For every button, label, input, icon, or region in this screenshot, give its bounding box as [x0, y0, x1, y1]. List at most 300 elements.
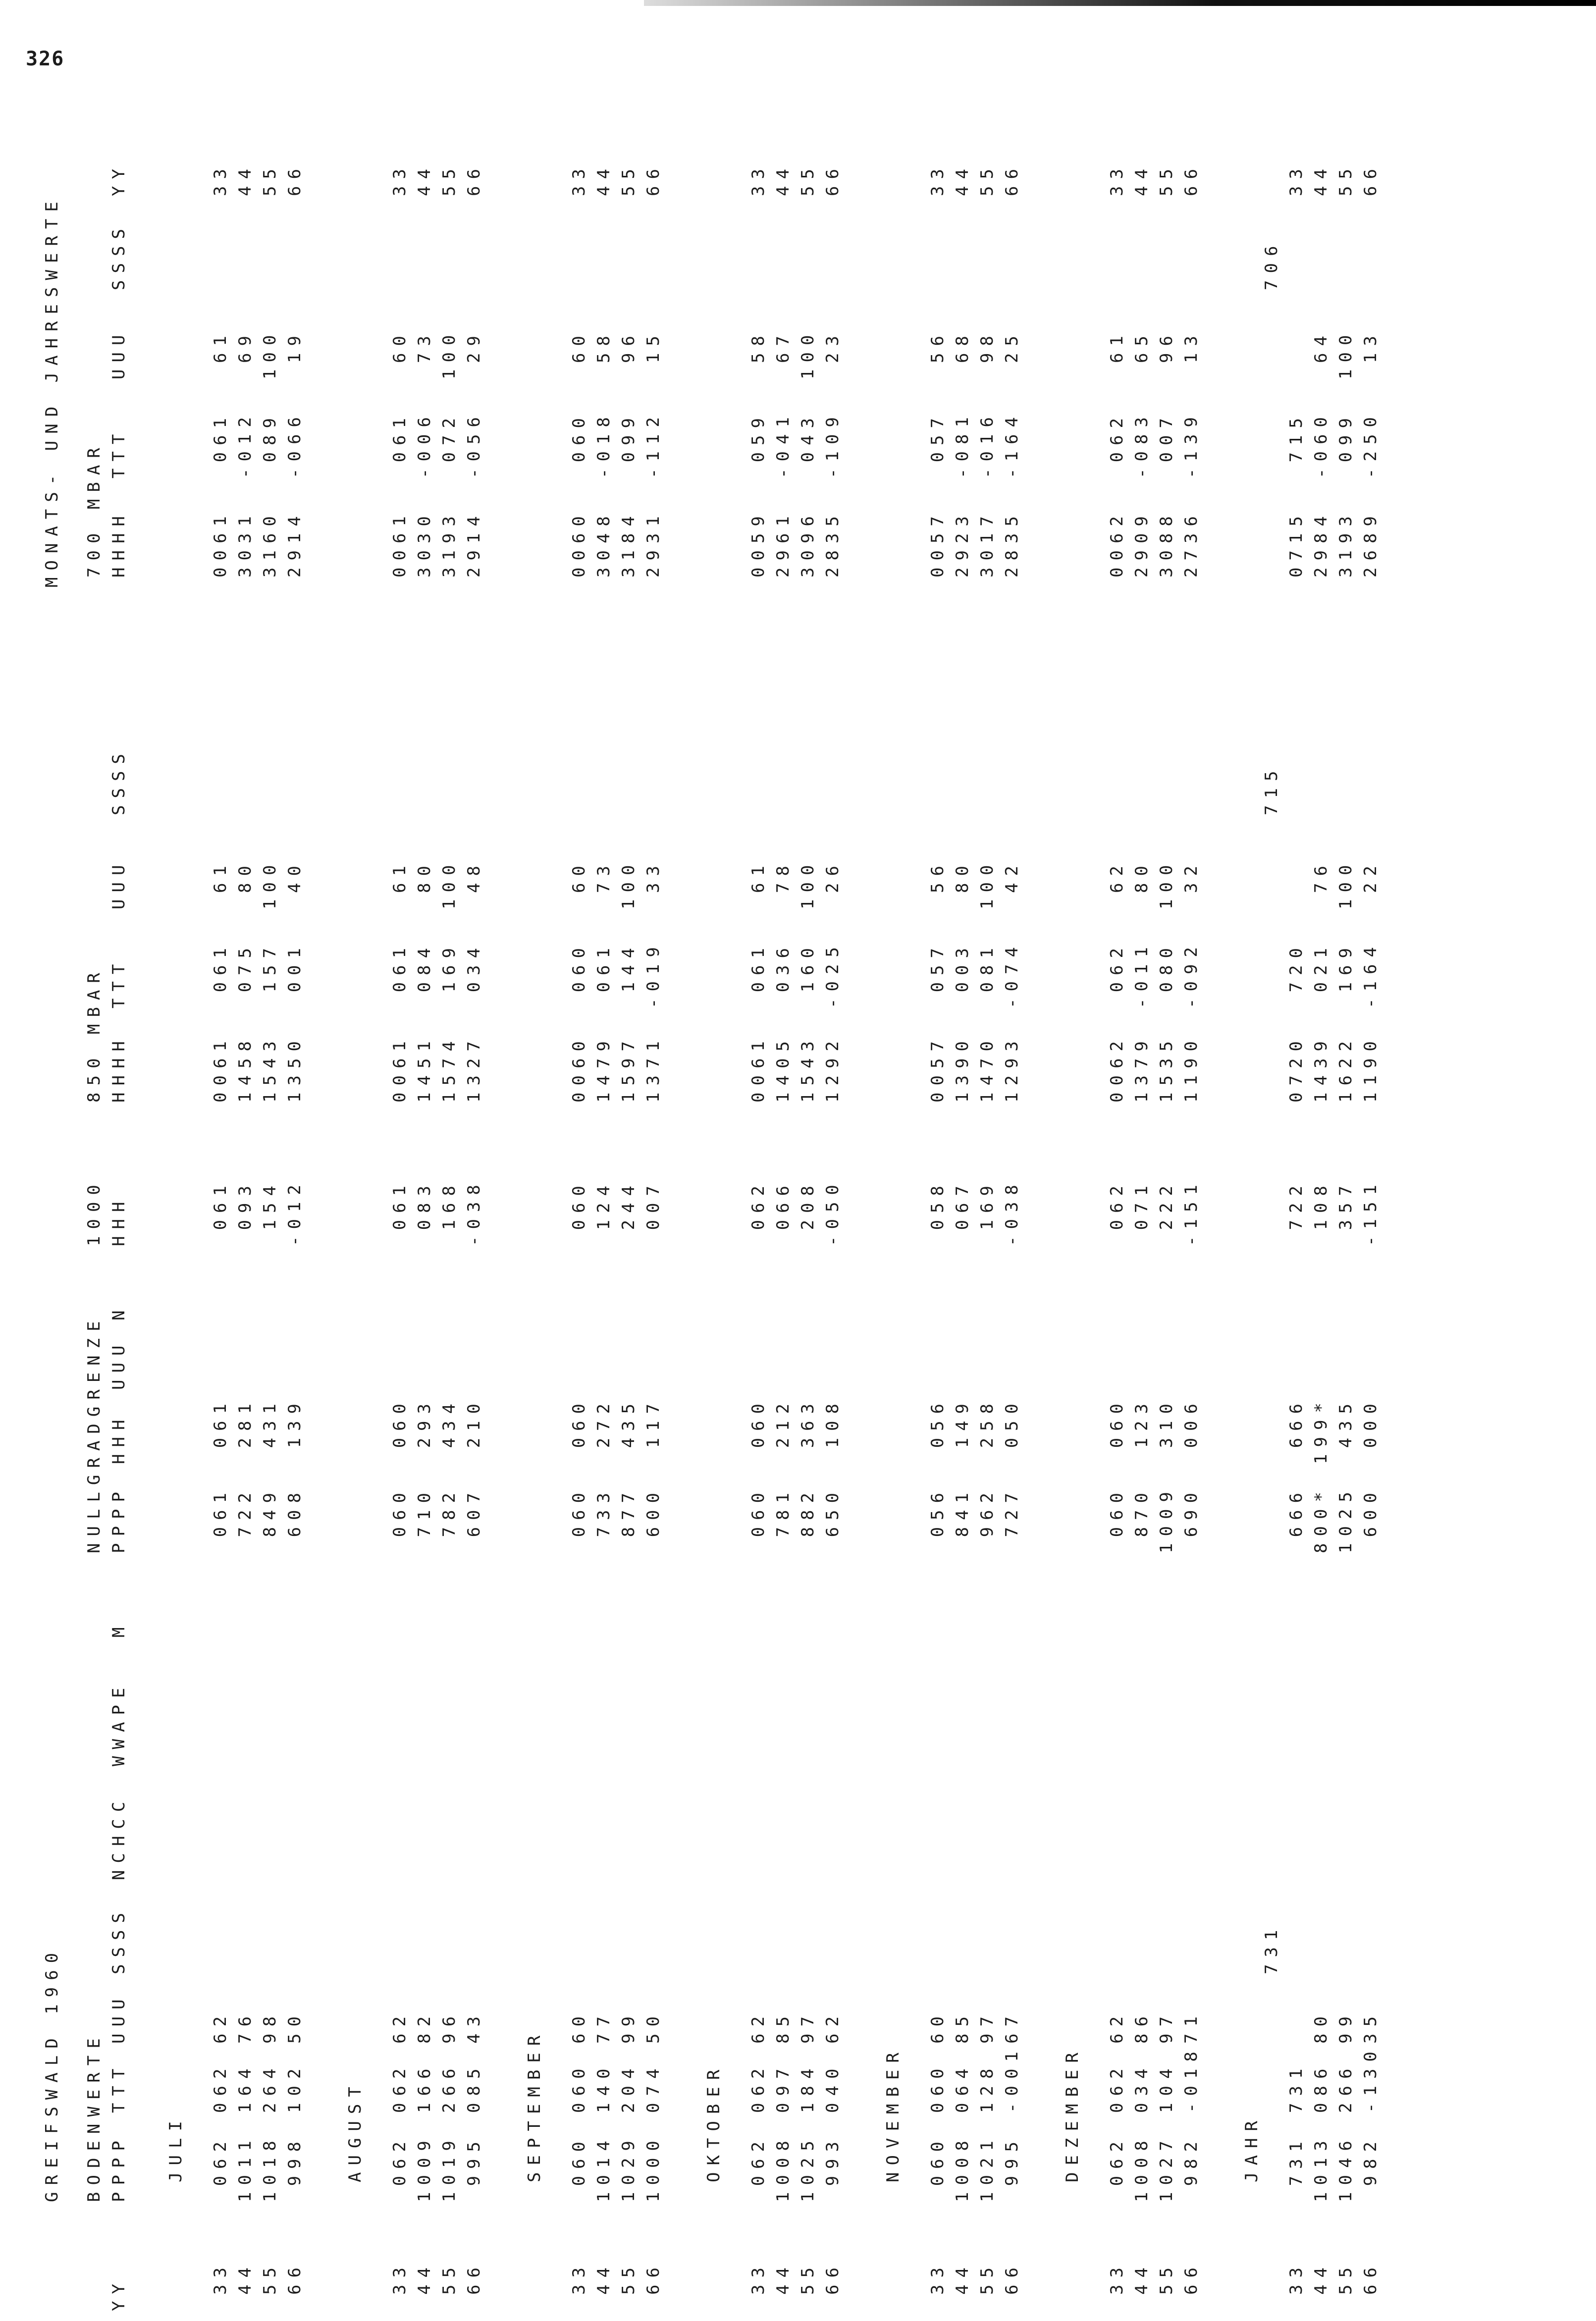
cell-h700: 0715 — [1286, 509, 1306, 578]
cell-h700: 2835 — [823, 509, 843, 578]
table-row — [950, 92, 975, 2321]
cell-pppp: 062 — [390, 2135, 410, 2186]
cell-yy2: 55 — [977, 162, 997, 196]
cell-yy: 33 — [569, 2261, 589, 2295]
cell-t850: 001 — [285, 941, 305, 993]
cell-h1000: -012 — [285, 1178, 305, 1246]
cell-u700: 58 — [748, 329, 768, 363]
cell-npppp: 870 — [1132, 1486, 1152, 1537]
cell-t700: 059 — [748, 411, 768, 463]
cell-h1000: -038 — [1002, 1178, 1022, 1246]
cell-h1000: 062 — [748, 1179, 768, 1230]
cell-t700: 072 — [439, 411, 459, 463]
cell-uuu: 76 — [235, 2009, 255, 2044]
cell-pppp: 1027 — [1157, 2134, 1176, 2202]
cell-uuu: 60 — [928, 2009, 948, 2044]
cell-npppp: 650 — [823, 1486, 843, 1537]
cell-uuu: 71 — [1181, 2009, 1201, 2044]
col-ttt-700: TTT — [109, 427, 129, 478]
cell-nhhh: 060 — [390, 1397, 410, 1448]
col-ttt-850: TTT — [109, 957, 129, 1008]
cell-nhhh: 310 — [1157, 1397, 1176, 1448]
cell-yy: 66 — [823, 2261, 843, 2295]
cell-npppp: 781 — [773, 1486, 793, 1537]
cell-t700: -012 — [235, 410, 255, 478]
cell-nhhh: 060 — [569, 1397, 589, 1448]
null-title: NULLGRADGRENZE — [84, 1314, 104, 1553]
cell-h700: 2689 — [1361, 509, 1381, 578]
cell-yy2: 55 — [619, 162, 638, 196]
cell-t700: -006 — [415, 410, 434, 478]
cell-yy2: 55 — [439, 162, 459, 196]
cell-nhhh: 060 — [1107, 1397, 1127, 1448]
cell-h1000: 058 — [928, 1179, 948, 1230]
cell-h700: 2914 — [285, 509, 305, 578]
cell-t700: -139 — [1181, 410, 1201, 478]
cell-u700: 73 — [415, 329, 434, 363]
cell-uuu: 99 — [619, 2009, 638, 2044]
cell-h850: 1292 — [823, 1034, 843, 1103]
cell-h850: 1535 — [1157, 1034, 1176, 1103]
table-row — [796, 92, 820, 2321]
col-n-null: N — [109, 1303, 129, 1320]
cell-pppp: 998 — [285, 2135, 305, 2186]
cell-pppp: 1000 — [643, 2134, 663, 2202]
cell-h700: 0059 — [748, 509, 768, 578]
cell-npppp: 877 — [619, 1486, 638, 1537]
table-row — [1000, 92, 1024, 2321]
cell-h700: 0062 — [1107, 509, 1127, 578]
cell-h1000: -050 — [823, 1178, 843, 1246]
table-row — [1179, 92, 1204, 2321]
cell-u700: 64 — [1311, 329, 1331, 363]
station-header: GREIFSWALD 1960 — [42, 1946, 62, 2202]
cell-pppp: 1011 — [235, 2134, 255, 2202]
cell-h1000: 083 — [415, 1179, 434, 1230]
cell-u700: 13 — [1361, 329, 1381, 363]
cell-t700: 715 — [1286, 411, 1306, 463]
cell-uuu: 85 — [773, 2009, 793, 2044]
cell-uuu: 62 — [390, 2009, 410, 2044]
cell-nhhh: 435 — [619, 1397, 638, 1448]
table-row — [746, 92, 771, 2321]
cell-yy2: 66 — [1361, 162, 1381, 196]
cell-ttt: -018 — [1181, 2045, 1201, 2113]
cell-t700: -081 — [953, 410, 972, 478]
cell-h850: 1379 — [1132, 1034, 1152, 1103]
table-row — [771, 92, 796, 2321]
cell-h700: 3030 — [415, 509, 434, 578]
cell-u850: 22 — [1361, 859, 1381, 893]
cell-t700: -066 — [285, 410, 305, 478]
cell-h850: 0057 — [928, 1034, 948, 1103]
cell-nhhh: 434 — [439, 1397, 459, 1448]
cell-yy: 55 — [260, 2261, 280, 2295]
cell-h700: 3031 — [235, 509, 255, 578]
cell-h1000: 067 — [953, 1179, 972, 1230]
cell-nhhh: 149 — [953, 1397, 972, 1448]
cell-t850: 157 — [260, 941, 280, 993]
cell-h700: 3193 — [1336, 509, 1356, 578]
cell-ttt: 062 — [1107, 2061, 1127, 2113]
cell-h1000: 061 — [390, 1179, 410, 1230]
col-hhhh-700: HHHH — [109, 509, 129, 578]
cell-uuu: 62 — [823, 2009, 843, 2044]
cell-pppp: 1008 — [953, 2134, 972, 2202]
cell-t850: 061 — [594, 941, 614, 993]
cell-yy2: 44 — [1311, 162, 1331, 196]
cell-t850: -025 — [823, 940, 843, 1008]
cell-npppp: 607 — [464, 1486, 484, 1537]
cell-pppp: 1025 — [798, 2134, 818, 2202]
rotated-data-sheet — [0, 92, 1596, 2321]
table-row — [1105, 92, 1129, 2321]
cell-yy: 33 — [390, 2261, 410, 2295]
cell-yy: 55 — [619, 2261, 638, 2295]
cell-npppp: 600 — [643, 1486, 663, 1537]
cell-u700: 56 — [928, 329, 948, 363]
t1000-title: 1000 — [84, 1178, 104, 1246]
cell-u700: 13 — [1181, 329, 1201, 363]
block-label: OKTOBER — [704, 2062, 724, 2182]
cell-u700: 25 — [1002, 329, 1022, 363]
cell-yy2: 44 — [415, 162, 434, 196]
cell-ttt: 060 — [569, 2061, 589, 2113]
cell-npppp: 849 — [260, 1486, 280, 1537]
cell-yy2: 44 — [1132, 162, 1152, 196]
cell-ttt: 062 — [211, 2061, 230, 2113]
col-ssss-boden: SSSS — [109, 1906, 129, 1974]
cell-t700: 062 — [1107, 411, 1127, 463]
cell-yy: 44 — [1311, 2261, 1331, 2295]
cell-yy: 55 — [798, 2261, 818, 2295]
cell-u700: 60 — [569, 329, 589, 363]
cell-h700: 3184 — [619, 509, 638, 578]
cell-yy: 44 — [1132, 2261, 1152, 2295]
cell-uuu: 86 — [1132, 2009, 1152, 2044]
cell-yy2: 33 — [569, 162, 589, 196]
cell-u850: 26 — [823, 859, 843, 893]
cell-ttt: 034 — [1132, 2061, 1152, 2113]
cell-uuu: 50 — [285, 2009, 305, 2044]
cell-t850: 061 — [390, 941, 410, 993]
table-row — [616, 92, 641, 2321]
cell-pppp: 062 — [211, 2135, 230, 2186]
cell-h850: 1470 — [977, 1034, 997, 1103]
cell-yy: 66 — [1361, 2261, 1381, 2295]
cell-npppp: 1009 — [1157, 1485, 1176, 1553]
cell-npppp: 060 — [390, 1486, 410, 1537]
cell-ttt: 266 — [439, 2061, 459, 2113]
cell-uuu: 96 — [439, 2009, 459, 2044]
table-row — [820, 92, 845, 2321]
cell-h700: 3096 — [798, 509, 818, 578]
cell-nhhh: 210 — [464, 1397, 484, 1448]
cell-u700: 58 — [594, 329, 614, 363]
cell-h850: 0720 — [1286, 1034, 1306, 1103]
cell-h850: 1543 — [260, 1034, 280, 1103]
cell-npppp: 962 — [977, 1486, 997, 1537]
cell-u850: 100 — [1157, 858, 1176, 909]
cell-ttt: 097 — [773, 2061, 793, 2113]
cell-h850: 0061 — [748, 1034, 768, 1103]
col-hhhh-850: HHHH — [109, 1034, 129, 1103]
cell-h850: 1405 — [773, 1034, 793, 1103]
cell-t850: 060 — [569, 941, 589, 993]
cell-t850: 061 — [748, 941, 768, 993]
cell-ttt: 731 — [1286, 2061, 1306, 2113]
cell-nhhh: 050 — [1002, 1397, 1022, 1448]
cell-h700: 2923 — [953, 509, 972, 578]
cell-ttt: 062 — [748, 2061, 768, 2113]
ssss-value: 715 — [1262, 764, 1281, 815]
cell-uuu: 97 — [1157, 2009, 1176, 2044]
cell-uuu: 99 — [1336, 2009, 1356, 2044]
cell-npppp: 666 — [1286, 1486, 1306, 1537]
cell-yy: 44 — [235, 2261, 255, 2295]
cell-u850: 80 — [953, 859, 972, 893]
table-title: MONATS- UND JAHRESWERTE — [42, 195, 62, 587]
cell-pppp: 1046 — [1336, 2134, 1356, 2202]
cell-t850: -011 — [1132, 940, 1152, 1008]
cell-h1000: -038 — [464, 1178, 484, 1246]
block-label: SEPTEMBER — [525, 2028, 544, 2182]
cell-nhhh: 281 — [235, 1397, 255, 1448]
cell-uuu: 85 — [953, 2009, 972, 2044]
cell-h850: 1371 — [643, 1034, 663, 1103]
cell-ttt: -130 — [1361, 2045, 1381, 2113]
cell-ttt: 102 — [285, 2061, 305, 2113]
cell-h700: 2736 — [1181, 509, 1201, 578]
cell-yy: 44 — [773, 2261, 793, 2295]
cell-u850: 80 — [1132, 859, 1152, 893]
cell-nhhh: 293 — [415, 1397, 434, 1448]
cell-t850: 720 — [1286, 941, 1306, 993]
table-row — [975, 92, 1000, 2321]
col-ttt-boden: TTT — [109, 2061, 129, 2113]
col-yy-left: YY — [109, 2277, 129, 2311]
col-ssss-850: SSSS — [109, 747, 129, 815]
cell-yy2: 33 — [928, 162, 948, 196]
cell-yy: 44 — [415, 2261, 434, 2295]
cell-h850: 1390 — [953, 1034, 972, 1103]
cell-u850: 100 — [977, 858, 997, 909]
cell-uuu: 62 — [748, 2009, 768, 2044]
cell-pppp: 731 — [1286, 2135, 1306, 2186]
cell-u700: 67 — [773, 329, 793, 363]
cell-u850: 100 — [1336, 858, 1356, 909]
cell-t700: -060 — [1311, 410, 1331, 478]
cell-t700: -041 — [773, 410, 793, 478]
col-wwape: WWAPE — [109, 1681, 129, 1766]
cell-yy2: 66 — [464, 162, 484, 196]
cell-t850: 003 — [953, 941, 972, 993]
table-row — [591, 92, 616, 2321]
table-row — [567, 92, 591, 2321]
cell-h700: 3160 — [260, 509, 280, 578]
cell-pppp: 982 — [1361, 2135, 1381, 2186]
cell-npppp: 1025 — [1336, 1485, 1356, 1553]
cell-t700: -018 — [594, 410, 614, 478]
cell-h700: 2909 — [1132, 509, 1152, 578]
cell-h700: 2984 — [1311, 509, 1331, 578]
cell-h850: 1327 — [464, 1034, 484, 1103]
col-uuu-boden: UUU — [109, 1992, 129, 2044]
cell-h700: 3193 — [439, 509, 459, 578]
col-uuu-null: UUU — [109, 1338, 129, 1390]
cell-h1000: 060 — [569, 1179, 589, 1230]
cell-npppp: 060 — [569, 1486, 589, 1537]
cell-u850: 100 — [798, 858, 818, 909]
block-label: DEZEMBER — [1063, 2046, 1082, 2182]
cell-h850: 1350 — [285, 1034, 305, 1103]
cell-pppp: 995 — [464, 2135, 484, 2186]
cell-u850: 62 — [1107, 859, 1127, 893]
cell-uuu: 97 — [977, 2009, 997, 2044]
cell-yy: 55 — [977, 2261, 997, 2295]
cell-h700: 0061 — [390, 509, 410, 578]
cell-u850: 76 — [1311, 859, 1331, 893]
cell-ttt: 060 — [928, 2061, 948, 2113]
cell-yy: 44 — [953, 2261, 972, 2295]
cell-npppp: 608 — [285, 1486, 305, 1537]
cell-ttt: 086 — [1311, 2061, 1331, 2113]
cell-t700: 061 — [211, 411, 230, 463]
cell-pppp: 995 — [1002, 2135, 1022, 2186]
cell-nhhh: 123 — [1132, 1397, 1152, 1448]
cell-t700: 099 — [1336, 411, 1356, 463]
cell-t850: -019 — [643, 940, 663, 1008]
cell-yy: 33 — [928, 2261, 948, 2295]
cell-nhhh: 056 — [928, 1397, 948, 1448]
cell-nhhh: 363 — [798, 1397, 818, 1448]
cell-yy2: 33 — [390, 162, 410, 196]
cell-uuu: 62 — [211, 2009, 230, 2044]
cell-t850: 036 — [773, 941, 793, 993]
cell-t850: 144 — [619, 941, 638, 993]
cell-t700: 007 — [1157, 411, 1176, 463]
cell-t700: 043 — [798, 411, 818, 463]
cell-npppp: 800* — [1311, 1485, 1331, 1553]
cell-t850: 021 — [1311, 941, 1331, 993]
t850-title: 850 MBAR — [84, 966, 104, 1103]
cell-pppp: 1013 — [1311, 2134, 1331, 2202]
cell-u850: 78 — [773, 859, 793, 893]
cell-u700: 68 — [953, 329, 972, 363]
cell-h850: 1439 — [1311, 1034, 1331, 1103]
cell-npppp: 882 — [798, 1486, 818, 1537]
cell-h1000: 007 — [643, 1179, 663, 1230]
table-row — [412, 92, 437, 2321]
cell-npppp: 061 — [211, 1486, 230, 1537]
cell-h850: 1574 — [439, 1034, 459, 1103]
cell-h700: 0060 — [569, 509, 589, 578]
cell-u700: 19 — [285, 329, 305, 363]
cell-yy2: 44 — [594, 162, 614, 196]
cell-uuu: 77 — [594, 2009, 614, 2044]
cell-t850: 080 — [1157, 941, 1176, 993]
cell-u850: 80 — [235, 859, 255, 893]
cell-h850: 1451 — [415, 1034, 434, 1103]
page-number: 326 — [26, 48, 65, 70]
cell-t850: -092 — [1181, 940, 1201, 1008]
cell-npppp: 841 — [953, 1486, 972, 1537]
cell-t700: 057 — [928, 411, 948, 463]
cell-t850: 169 — [1336, 941, 1356, 993]
table-row — [233, 92, 258, 2321]
cell-nhhh: 006 — [1181, 1397, 1201, 1448]
cell-yy: 66 — [1002, 2261, 1022, 2295]
cell-u700: 61 — [1107, 329, 1127, 363]
cell-u850: 56 — [928, 859, 948, 893]
cell-h1000: 154 — [260, 1179, 280, 1230]
cell-h1000: 357 — [1336, 1179, 1356, 1230]
cell-t700: -109 — [823, 410, 843, 478]
cell-nhhh: 199* — [1311, 1396, 1331, 1464]
cell-pppp: 1008 — [1132, 2134, 1152, 2202]
cell-u850: 42 — [1002, 859, 1022, 893]
cell-u700: 96 — [619, 329, 638, 363]
cell-pppp: 982 — [1181, 2135, 1201, 2186]
col-hhh-1000: HHH — [109, 1195, 129, 1246]
cell-h850: 1190 — [1181, 1034, 1201, 1103]
cell-yy2: 33 — [1107, 162, 1127, 196]
table-row — [282, 92, 307, 2321]
cell-h700: 2931 — [643, 509, 663, 578]
table-row — [437, 92, 462, 2321]
cell-ttt: 064 — [953, 2061, 972, 2113]
cell-npppp: 722 — [235, 1486, 255, 1537]
cell-npppp: 600 — [1361, 1486, 1381, 1537]
cell-nhhh: 060 — [748, 1397, 768, 1448]
table-row — [1154, 92, 1179, 2321]
cell-h1000: 208 — [798, 1179, 818, 1230]
cell-u700: 100 — [439, 328, 459, 379]
col-pppp-null: PPPP — [109, 1485, 129, 1553]
cell-u850: 61 — [211, 859, 230, 893]
cell-u850: 80 — [415, 859, 434, 893]
cell-npppp: 727 — [1002, 1486, 1022, 1537]
cell-u700: 98 — [977, 329, 997, 363]
cell-h1000: 124 — [594, 1179, 614, 1230]
table-row — [1129, 92, 1154, 2321]
cell-ttt: 166 — [415, 2061, 434, 2113]
cell-ttt: 062 — [390, 2061, 410, 2113]
cell-h1000: 093 — [235, 1179, 255, 1230]
cell-u850: 73 — [594, 859, 614, 893]
cell-ttt: 104 — [1157, 2061, 1176, 2113]
cell-h1000: 108 — [1311, 1179, 1331, 1230]
cell-h1000: 061 — [211, 1179, 230, 1230]
table-row — [208, 92, 233, 2321]
cell-yy: 55 — [439, 2261, 459, 2295]
cell-h850: 0060 — [569, 1034, 589, 1103]
cell-h850: 1597 — [619, 1034, 638, 1103]
cell-npppp: 060 — [748, 1486, 768, 1537]
cell-h850: 0061 — [211, 1034, 230, 1103]
cell-yy2: 33 — [748, 162, 768, 196]
col-ssss-700: SSSS — [109, 222, 129, 290]
cell-h850: 1479 — [594, 1034, 614, 1103]
cell-nhhh: 000 — [1361, 1397, 1381, 1448]
table-row — [258, 92, 282, 2321]
cell-ttt: 040 — [823, 2061, 843, 2113]
cell-u700: 100 — [1336, 328, 1356, 379]
col-yy-right: YY — [109, 162, 129, 196]
cell-h1000: 169 — [977, 1179, 997, 1230]
cell-u700: 29 — [464, 329, 484, 363]
cell-pppp: 1021 — [977, 2134, 997, 2202]
